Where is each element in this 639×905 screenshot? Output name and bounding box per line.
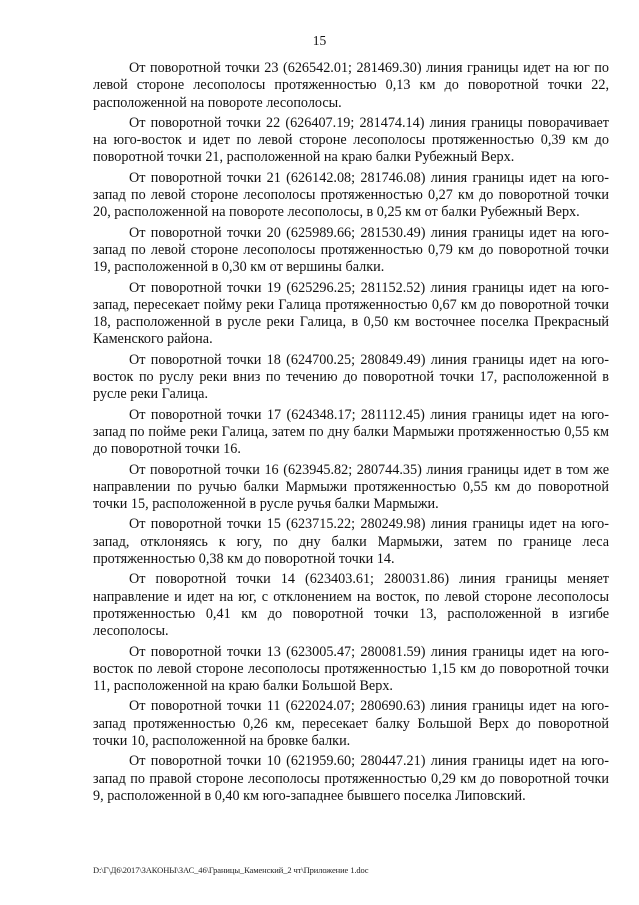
paragraph-point-10: От поворотной точки 10 (621959.60; 280447.21) линия границы идет на юго-запад по правой стороне лесополосы протяженностью 0,29 км до поворотной точки 9, расположенной в 0,40 км юго-западнее бывшего поселка Липовский.: [93, 753, 609, 804]
paragraph-point-16: От поворотной точки 16 (623945.82; 280744.35) линия границы идет в том же направлении по ручью балки Мармыжи протяженностью 0,55 км до поворотной точки 15, расположенной в русле ручья балки Мармыжи.: [93, 461, 609, 513]
paragraph-point-15: От поворотной точки 15 (623715.22; 280249.98) линия границы идет на юго-запад, отклоняясь к югу, по дну балки Мармыжи, затем по границе леса протяженностью 0,38 км до поворотной точки 14.: [93, 516, 609, 568]
footer-file-path: D:\Г\Д6\2017\ЗАКОНЫ\ЗАС_46\Границы_Каменский_2 чт\Приложение 1.doc: [93, 865, 369, 875]
paragraph-point-20: От поворотной точки 20 (625989.66; 281530.49) линия границы идет на юго-запад по левой стороне лесополосы протяженностью 0,79 км до поворотной точки 19, расположенной в 0,30 км от вершины балки.: [93, 224, 609, 276]
paragraph-point-18: От поворотной точки 18 (624700.25; 280849.49) линия границы идет на юго-восток по руслу реки вниз по течению до поворотной точки 17, расположенной в русле реки Галица.: [93, 351, 609, 403]
paragraph-point-14: От поворотной точки 14 (623403.61; 280031.86) линия границы меняет направление и идет на юг, с отклонением на восток, по левой стороне лесополосы протяженностью 0,41 км до поворотной точки 13, расположенной в изгибе лесополосы.: [93, 571, 609, 640]
paragraph-point-23: От поворотной точки 23 (626542.01; 281469.30) линия границы идет на юг по левой стороне лесополосы протяженностью 0,13 км до поворотной точки 22, расположенной на повороте лесополосы.: [93, 60, 609, 111]
paragraph-point-17: От поворотной точки 17 (624348.17; 281112.45) линия границы идет на юго-запад по пойме реки Галица, затем по дну балки Мармыжи протяженностью 0,55 км до поворотной точки 16.: [93, 406, 609, 458]
paragraph-point-22: От поворотной точки 22 (626407.19; 281474.14) линия границы поворачивает на юго-восток и идет по левой стороне лесополосы протяженностью 0,39 км до поворотной точки 21, расположенной на краю балки Рубежный Верх.: [93, 114, 609, 166]
page-number: 15: [312, 33, 327, 48]
paragraph-point-21: От поворотной точки 21 (626142.08; 281746.08) линия границы идет на юго-запад по левой стороне лесополосы протяженностью 0,27 км до поворотной точки 20, расположенной на повороте лесополосы, в 0,25 км от балки Рубежный Верх.: [93, 169, 609, 221]
paragraph-point-13: От поворотной точки 13 (623005.47; 280081.59) линия границы идет на юго-восток по левой стороне лесополосы протяженностью 1,15 км до поворотной точки 11, расположенной на краю балки Большой Верх.: [93, 643, 609, 695]
body-text: [93, 60, 609, 808]
paragraph-point-11: От поворотной точки 11 (622024.07; 280690.63) линия границы идет на юго-запад протяженностью 0,26 км, пересекает балку Большой Верх до поворотной точки 10, расположенной на бровке балки.: [93, 698, 609, 749]
paragraph-point-19: От поворотной точки 19 (625296.25; 281152.52) линия границы идет на юго-запад, пересекает пойму реки Галица протяженностью 0,67 км до поворотной точки 18, расположенной в русле реки Галица, в 0,50 км восточнее поселка Прекрасный Каменского района.: [93, 279, 609, 348]
